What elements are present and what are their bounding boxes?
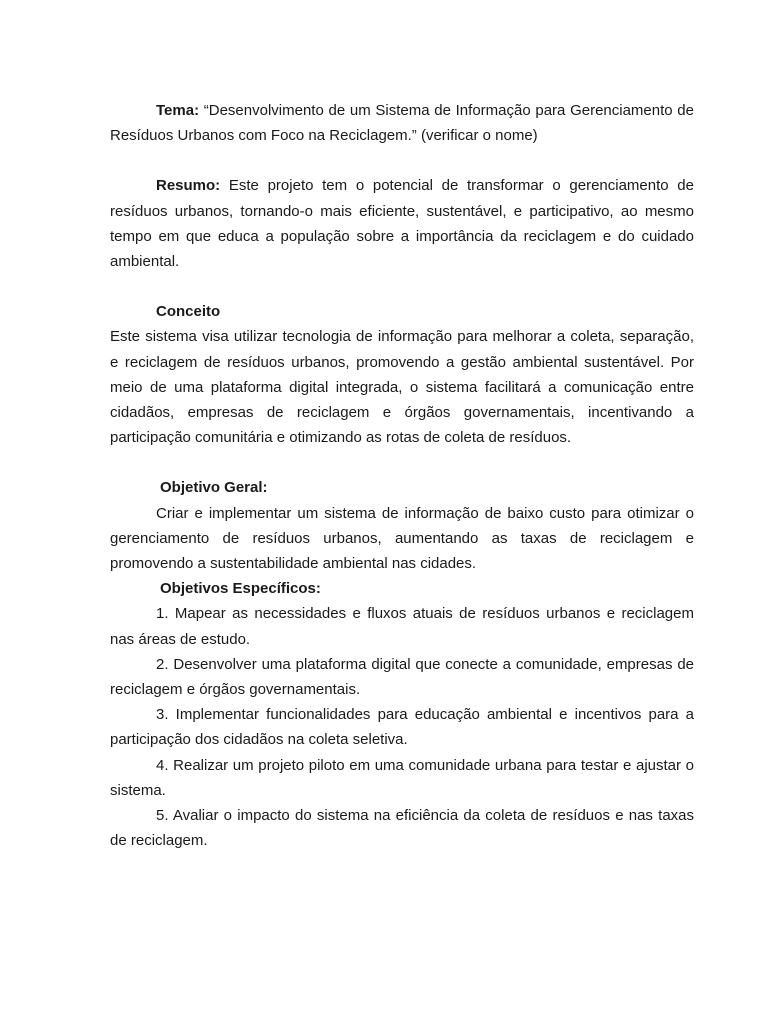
conceito-heading: Conceito xyxy=(156,303,221,321)
conceito-text: Este sistema visa utilizar tecnologia de informação para melhorar a coleta, separação, e reciclagem de resíduos urbanos, promovendo a gestão ambiental sustentável. Por meio de uma plataforma digital integrada, o sistema facilitará a comunicação entre cidadãos, empresas de reciclagem e órgãos governamentais, incentivando a participação comunitária e otimizando as rotas de coleta de resíduos. xyxy=(110,328,694,447)
tema-label: Tema: xyxy=(156,102,200,119)
resumo-paragraph xyxy=(110,173,694,274)
objetivo-geral-heading: Objetivo Geral: xyxy=(160,479,268,497)
objetivo-geral-text: Criar e implementar um sistema de informação de baixo custo para otimizar o gerenciamento de resíduos urbanos, aumentando as taxas de reciclagem e promovendo a sustentabilidade ambiental nas cidades. xyxy=(110,504,694,573)
spacer xyxy=(110,450,694,475)
list-item: 4. Realizar um projeto piloto em uma comunidade urbana para testar e ajustar o sistema. xyxy=(110,756,694,799)
resumo-text: Este projeto tem o potencial de transformar o gerenciamento de resíduos urbanos, tornando-o mais eficiente, sustentável, e participativo, ao mesmo tempo em que educa a população sobre a importância da reciclagem e do cuidado ambiental. xyxy=(110,177,694,271)
document-page xyxy=(110,98,694,853)
list-item: 5. Avaliar o impacto do sistema na eficiência da coleta de resíduos e nas taxas de reciclagem. xyxy=(110,807,694,850)
list-item: 3. Implementar funcionalidades para educação ambiental e incentivos para a participação dos cidadãos na coleta seletiva. xyxy=(110,706,694,749)
list-item: 2. Desenvolver uma plataforma digital que conecte a comunidade, empresas de reciclagem e órgãos governamentais. xyxy=(110,655,694,699)
spacer xyxy=(110,274,694,299)
spacer xyxy=(110,148,694,173)
tema-text: “Desenvolvimento de um Sistema de Informação para Gerenciamento de Resíduos Urbanos com Foco na Reciclagem.” (verificar o nome) xyxy=(110,102,694,145)
list-item: 1. Mapear as necessidades e fluxos atuais de resíduos urbanos e reciclagem nas áreas de estudo. xyxy=(110,605,694,648)
resumo-label: Resumo: xyxy=(156,177,221,195)
objetivos-especificos-heading: Objetivos Específicos: xyxy=(160,580,321,598)
tema-paragraph xyxy=(110,98,694,148)
